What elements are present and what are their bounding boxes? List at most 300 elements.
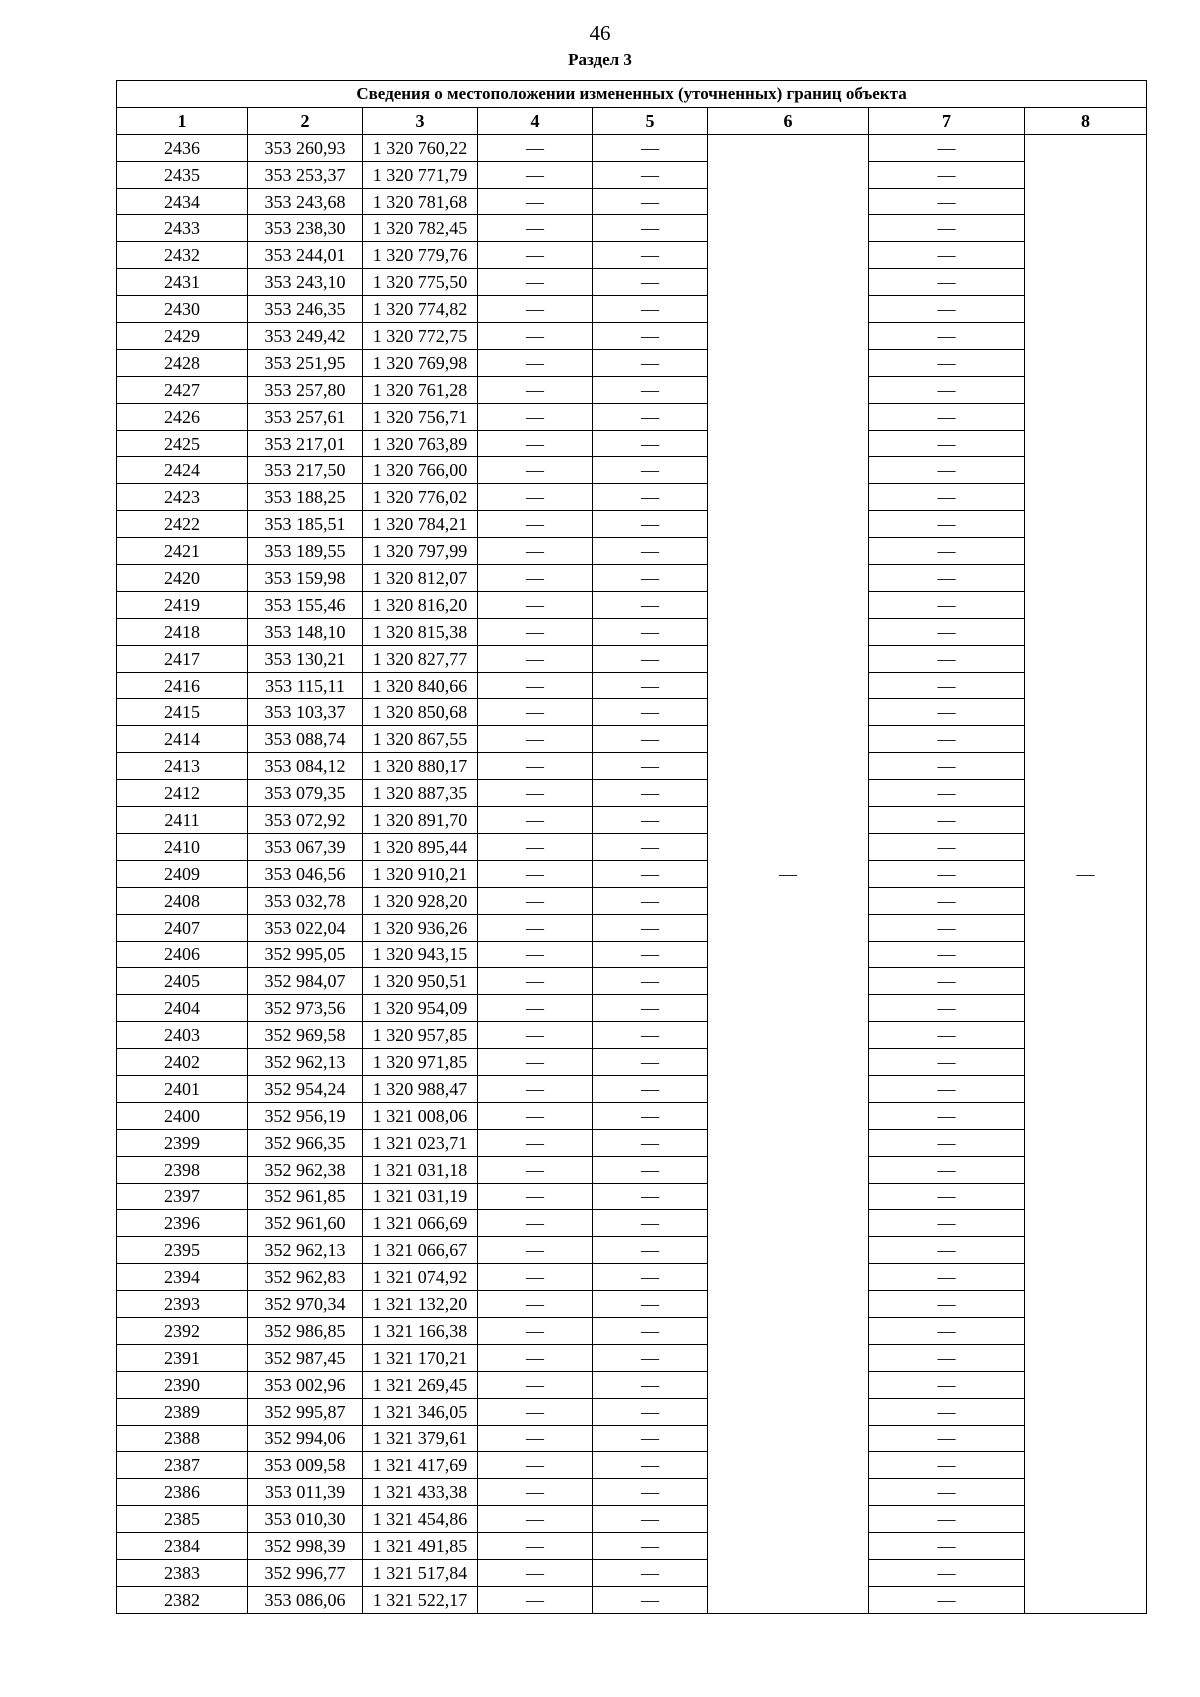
col5-cell: — <box>593 1371 708 1398</box>
col5-cell: — <box>593 699 708 726</box>
col4-cell: — <box>478 941 593 968</box>
col4-cell: — <box>478 269 593 296</box>
x-coordinate-cell: 353 009,58 <box>248 1452 363 1479</box>
y-coordinate-cell: 1 320 895,44 <box>363 833 478 860</box>
y-coordinate-cell: 1 321 491,85 <box>363 1533 478 1560</box>
column-header: 5 <box>593 107 708 134</box>
col4-cell: — <box>478 591 593 618</box>
col7-cell: — <box>869 941 1025 968</box>
x-coordinate-cell: 353 130,21 <box>248 645 363 672</box>
point-number-cell: 2423 <box>117 484 248 511</box>
table-row <box>117 914 1147 941</box>
col5-cell: — <box>593 672 708 699</box>
x-coordinate-cell: 353 189,55 <box>248 538 363 565</box>
col4-cell: — <box>478 188 593 215</box>
col4-cell: — <box>478 672 593 699</box>
col5-cell: — <box>593 618 708 645</box>
col4-cell: — <box>478 1210 593 1237</box>
col4-cell: — <box>478 1533 593 1560</box>
x-coordinate-cell: 353 244,01 <box>248 242 363 269</box>
col7-cell: — <box>869 376 1025 403</box>
table-row <box>117 161 1147 188</box>
y-coordinate-cell: 1 320 784,21 <box>363 511 478 538</box>
col7-cell: — <box>869 645 1025 672</box>
x-coordinate-cell: 353 011,39 <box>248 1479 363 1506</box>
point-number-cell: 2424 <box>117 457 248 484</box>
col5-cell: — <box>593 807 708 834</box>
table-row <box>117 1075 1147 1102</box>
col7-cell: — <box>869 538 1025 565</box>
col4-cell: — <box>478 995 593 1022</box>
col7-cell: — <box>869 995 1025 1022</box>
table-row <box>117 807 1147 834</box>
point-number-cell: 2383 <box>117 1559 248 1586</box>
col7-cell: — <box>869 1291 1025 1318</box>
col7-cell: — <box>869 1183 1025 1210</box>
col4-cell: — <box>478 860 593 887</box>
table-row <box>117 726 1147 753</box>
y-coordinate-cell: 1 320 887,35 <box>363 780 478 807</box>
table-row <box>117 1398 1147 1425</box>
x-coordinate-cell: 353 243,68 <box>248 188 363 215</box>
x-coordinate-cell: 353 010,30 <box>248 1506 363 1533</box>
table-row <box>117 1586 1147 1613</box>
table-row <box>117 1129 1147 1156</box>
x-coordinate-cell: 353 249,42 <box>248 323 363 350</box>
point-number-cell: 2392 <box>117 1317 248 1344</box>
col4-cell: — <box>478 1479 593 1506</box>
column-header: 2 <box>248 107 363 134</box>
column-header: 4 <box>478 107 593 134</box>
y-coordinate-cell: 1 320 782,45 <box>363 215 478 242</box>
col4-cell: — <box>478 215 593 242</box>
col7-cell: — <box>869 296 1025 323</box>
table-row <box>117 860 1147 887</box>
point-number-cell: 2418 <box>117 618 248 645</box>
y-coordinate-cell: 1 321 166,38 <box>363 1317 478 1344</box>
table-row <box>117 484 1147 511</box>
table-row <box>117 699 1147 726</box>
x-coordinate-cell: 353 243,10 <box>248 269 363 296</box>
table-row <box>117 780 1147 807</box>
col7-cell: — <box>869 1237 1025 1264</box>
table-row <box>117 1371 1147 1398</box>
table-row <box>117 1291 1147 1318</box>
table-row <box>117 1452 1147 1479</box>
col4-cell: — <box>478 618 593 645</box>
table-row <box>117 833 1147 860</box>
col7-cell: — <box>869 1344 1025 1371</box>
x-coordinate-cell: 352 961,60 <box>248 1210 363 1237</box>
y-coordinate-cell: 1 321 269,45 <box>363 1371 478 1398</box>
point-number-cell: 2429 <box>117 323 248 350</box>
y-coordinate-cell: 1 320 936,26 <box>363 914 478 941</box>
col7-cell: — <box>869 188 1025 215</box>
table-row <box>117 188 1147 215</box>
table-row <box>117 376 1147 403</box>
point-number-cell: 2388 <box>117 1425 248 1452</box>
y-coordinate-cell: 1 321 031,18 <box>363 1156 478 1183</box>
col5-cell: — <box>593 1075 708 1102</box>
col4-cell: — <box>478 1075 593 1102</box>
table-row <box>117 672 1147 699</box>
col5-cell: — <box>593 403 708 430</box>
point-number-cell: 2394 <box>117 1264 248 1291</box>
col5-cell: — <box>593 914 708 941</box>
col4-cell: — <box>478 833 593 860</box>
point-number-cell: 2416 <box>117 672 248 699</box>
y-coordinate-cell: 1 320 781,68 <box>363 188 478 215</box>
col4-cell: — <box>478 1371 593 1398</box>
col4-cell: — <box>478 914 593 941</box>
y-coordinate-cell: 1 320 760,22 <box>363 134 478 161</box>
point-number-cell: 2434 <box>117 188 248 215</box>
col4-cell: — <box>478 1317 593 1344</box>
y-coordinate-cell: 1 320 943,15 <box>363 941 478 968</box>
point-number-cell: 2382 <box>117 1586 248 1613</box>
y-coordinate-cell: 1 320 771,79 <box>363 161 478 188</box>
x-coordinate-cell: 353 084,12 <box>248 753 363 780</box>
col5-cell: — <box>593 995 708 1022</box>
col5-cell: — <box>593 323 708 350</box>
table-row <box>117 1237 1147 1264</box>
table-row <box>117 1264 1147 1291</box>
col7-cell: — <box>869 1533 1025 1560</box>
y-coordinate-cell: 1 320 779,76 <box>363 242 478 269</box>
y-coordinate-cell: 1 320 954,09 <box>363 995 478 1022</box>
y-coordinate-cell: 1 321 517,84 <box>363 1559 478 1586</box>
x-coordinate-cell: 353 257,80 <box>248 376 363 403</box>
x-coordinate-cell: 353 217,01 <box>248 430 363 457</box>
col7-cell: — <box>869 887 1025 914</box>
point-number-cell: 2404 <box>117 995 248 1022</box>
table-row <box>117 1022 1147 1049</box>
table-row <box>117 1183 1147 1210</box>
col5-cell: — <box>593 538 708 565</box>
table-caption: Сведения о местоположении измененных (уточненных) границ объекта <box>117 81 1147 108</box>
col4-cell: — <box>478 349 593 376</box>
point-number-cell: 2421 <box>117 538 248 565</box>
x-coordinate-cell: 352 966,35 <box>248 1129 363 1156</box>
col4-cell: — <box>478 161 593 188</box>
col7-cell: — <box>869 215 1025 242</box>
table-caption-row <box>117 81 1147 108</box>
x-coordinate-cell: 353 103,37 <box>248 699 363 726</box>
col4-cell: — <box>478 1291 593 1318</box>
col7-cell: — <box>869 134 1025 161</box>
table-row <box>117 1102 1147 1129</box>
col4-cell: — <box>478 1344 593 1371</box>
col7-cell: — <box>869 833 1025 860</box>
table-row <box>117 296 1147 323</box>
table-row <box>117 134 1147 161</box>
col4-cell: — <box>478 1398 593 1425</box>
table-row <box>117 430 1147 457</box>
table-row <box>117 1479 1147 1506</box>
col4-cell: — <box>478 538 593 565</box>
y-coordinate-cell: 1 320 950,51 <box>363 968 478 995</box>
table-row <box>117 1425 1147 1452</box>
x-coordinate-cell: 353 088,74 <box>248 726 363 753</box>
point-number-cell: 2411 <box>117 807 248 834</box>
table-row <box>117 215 1147 242</box>
col7-cell: — <box>869 1398 1025 1425</box>
point-number-cell: 2407 <box>117 914 248 941</box>
col7-cell: — <box>869 1264 1025 1291</box>
table-row <box>117 403 1147 430</box>
col5-cell: — <box>593 1237 708 1264</box>
table-row <box>117 457 1147 484</box>
col5-cell: — <box>593 188 708 215</box>
col5-cell: — <box>593 1022 708 1049</box>
col4-cell: — <box>478 1237 593 1264</box>
coordinates-table <box>116 80 1147 1614</box>
col7-cell: — <box>869 1210 1025 1237</box>
y-coordinate-cell: 1 320 761,28 <box>363 376 478 403</box>
x-coordinate-cell: 352 962,38 <box>248 1156 363 1183</box>
x-coordinate-cell: 353 148,10 <box>248 618 363 645</box>
x-coordinate-cell: 352 962,13 <box>248 1237 363 1264</box>
y-coordinate-cell: 1 320 774,82 <box>363 296 478 323</box>
x-coordinate-cell: 353 072,92 <box>248 807 363 834</box>
point-number-cell: 2395 <box>117 1237 248 1264</box>
point-number-cell: 2396 <box>117 1210 248 1237</box>
table-row <box>117 1533 1147 1560</box>
point-number-cell: 2412 <box>117 780 248 807</box>
y-coordinate-cell: 1 320 815,38 <box>363 618 478 645</box>
x-coordinate-cell: 352 973,56 <box>248 995 363 1022</box>
y-coordinate-cell: 1 320 988,47 <box>363 1075 478 1102</box>
col5-cell: — <box>593 591 708 618</box>
col5-cell: — <box>593 1264 708 1291</box>
y-coordinate-cell: 1 320 928,20 <box>363 887 478 914</box>
point-number-cell: 2409 <box>117 860 248 887</box>
col7-cell: — <box>869 1102 1025 1129</box>
col5-cell: — <box>593 511 708 538</box>
col7-cell: — <box>869 511 1025 538</box>
x-coordinate-cell: 353 115,11 <box>248 672 363 699</box>
point-number-cell: 2422 <box>117 511 248 538</box>
col7-cell: — <box>869 269 1025 296</box>
col5-cell: — <box>593 565 708 592</box>
col5-cell: — <box>593 1210 708 1237</box>
col7-cell: — <box>869 242 1025 269</box>
col4-cell: — <box>478 1425 593 1452</box>
col5-cell: — <box>593 161 708 188</box>
point-number-cell: 2410 <box>117 833 248 860</box>
col5-cell: — <box>593 1317 708 1344</box>
x-coordinate-cell: 353 257,61 <box>248 403 363 430</box>
col4-cell: — <box>478 1129 593 1156</box>
y-coordinate-cell: 1 321 008,06 <box>363 1102 478 1129</box>
table-row <box>117 591 1147 618</box>
x-coordinate-cell: 353 079,35 <box>248 780 363 807</box>
y-coordinate-cell: 1 320 756,71 <box>363 403 478 430</box>
col7-cell: — <box>869 699 1025 726</box>
point-number-cell: 2402 <box>117 1049 248 1076</box>
table-row <box>117 1506 1147 1533</box>
point-number-cell: 2405 <box>117 968 248 995</box>
column-header-row <box>117 107 1147 134</box>
table-row <box>117 242 1147 269</box>
col7-cell: — <box>869 1479 1025 1506</box>
col4-cell: — <box>478 1586 593 1613</box>
col7-cell: — <box>869 672 1025 699</box>
col7-cell: — <box>869 968 1025 995</box>
col4-cell: — <box>478 484 593 511</box>
x-coordinate-cell: 353 260,93 <box>248 134 363 161</box>
table-row <box>117 511 1147 538</box>
col7-cell: — <box>869 565 1025 592</box>
col4-cell: — <box>478 134 593 161</box>
table-row <box>117 538 1147 565</box>
y-coordinate-cell: 1 320 957,85 <box>363 1022 478 1049</box>
y-coordinate-cell: 1 321 066,67 <box>363 1237 478 1264</box>
x-coordinate-cell: 353 185,51 <box>248 511 363 538</box>
col4-cell: — <box>478 403 593 430</box>
point-number-cell: 2417 <box>117 645 248 672</box>
col5-cell: — <box>593 941 708 968</box>
col7-cell: — <box>869 591 1025 618</box>
y-coordinate-cell: 1 320 797,99 <box>363 538 478 565</box>
col4-cell: — <box>478 565 593 592</box>
col7-cell: — <box>869 1049 1025 1076</box>
col5-cell: — <box>593 753 708 780</box>
col4-cell: — <box>478 645 593 672</box>
table-row <box>117 1049 1147 1076</box>
x-coordinate-cell: 352 962,13 <box>248 1049 363 1076</box>
point-number-cell: 2390 <box>117 1371 248 1398</box>
col7-cell: — <box>869 403 1025 430</box>
point-number-cell: 2384 <box>117 1533 248 1560</box>
y-coordinate-cell: 1 321 522,17 <box>363 1586 478 1613</box>
y-coordinate-cell: 1 321 031,19 <box>363 1183 478 1210</box>
col5-cell: — <box>593 430 708 457</box>
table-row <box>117 995 1147 1022</box>
point-number-cell: 2403 <box>117 1022 248 1049</box>
col5-cell: — <box>593 726 708 753</box>
col4-cell: — <box>478 1559 593 1586</box>
col4-cell: — <box>478 376 593 403</box>
point-number-cell: 2399 <box>117 1129 248 1156</box>
col7-cell: — <box>869 780 1025 807</box>
y-coordinate-cell: 1 320 827,77 <box>363 645 478 672</box>
col4-cell: — <box>478 1156 593 1183</box>
point-number-cell: 2432 <box>117 242 248 269</box>
column-header: 7 <box>869 107 1025 134</box>
col4-cell: — <box>478 968 593 995</box>
col4-cell: — <box>478 511 593 538</box>
col7-cell: — <box>869 457 1025 484</box>
col5-cell: — <box>593 215 708 242</box>
col5-cell: — <box>593 457 708 484</box>
table-row <box>117 1559 1147 1586</box>
y-coordinate-cell: 1 320 971,85 <box>363 1049 478 1076</box>
col7-cell: — <box>869 1156 1025 1183</box>
col7-cell: — <box>869 807 1025 834</box>
point-number-cell: 2435 <box>117 161 248 188</box>
y-coordinate-cell: 1 320 763,89 <box>363 430 478 457</box>
col4-cell: — <box>478 323 593 350</box>
col5-cell: — <box>593 1506 708 1533</box>
col5-cell: — <box>593 1398 708 1425</box>
y-coordinate-cell: 1 320 840,66 <box>363 672 478 699</box>
column-header: 3 <box>363 107 478 134</box>
col4-cell: — <box>478 1506 593 1533</box>
y-coordinate-cell: 1 321 379,61 <box>363 1425 478 1452</box>
y-coordinate-cell: 1 320 775,50 <box>363 269 478 296</box>
y-coordinate-cell: 1 320 910,21 <box>363 860 478 887</box>
table-row <box>117 887 1147 914</box>
col4-cell: — <box>478 887 593 914</box>
col5-cell: — <box>593 242 708 269</box>
column-header: 8 <box>1025 107 1147 134</box>
y-coordinate-cell: 1 320 891,70 <box>363 807 478 834</box>
x-coordinate-cell: 352 995,05 <box>248 941 363 968</box>
x-coordinate-cell: 353 086,06 <box>248 1586 363 1613</box>
point-number-cell: 2415 <box>117 699 248 726</box>
point-number-cell: 2426 <box>117 403 248 430</box>
col5-cell: — <box>593 1479 708 1506</box>
x-coordinate-cell: 353 032,78 <box>248 887 363 914</box>
y-coordinate-cell: 1 320 816,20 <box>363 591 478 618</box>
col7-cell: — <box>869 1506 1025 1533</box>
col5-cell: — <box>593 1425 708 1452</box>
col4-cell: — <box>478 807 593 834</box>
col7-cell: — <box>869 1559 1025 1586</box>
y-coordinate-cell: 1 321 170,21 <box>363 1344 478 1371</box>
col5-cell: — <box>593 887 708 914</box>
y-coordinate-cell: 1 321 454,86 <box>363 1506 478 1533</box>
point-number-cell: 2428 <box>117 349 248 376</box>
point-number-cell: 2427 <box>117 376 248 403</box>
x-coordinate-cell: 353 155,46 <box>248 591 363 618</box>
y-coordinate-cell: 1 320 880,17 <box>363 753 478 780</box>
x-coordinate-cell: 353 002,96 <box>248 1371 363 1398</box>
y-coordinate-cell: 1 321 346,05 <box>363 1398 478 1425</box>
col7-cell: — <box>869 1022 1025 1049</box>
table-row <box>117 565 1147 592</box>
y-coordinate-cell: 1 321 074,92 <box>363 1264 478 1291</box>
x-coordinate-cell: 352 961,85 <box>248 1183 363 1210</box>
col4-cell: — <box>478 780 593 807</box>
col5-cell: — <box>593 349 708 376</box>
col7-cell: — <box>869 1371 1025 1398</box>
col5-cell: — <box>593 269 708 296</box>
point-number-cell: 2398 <box>117 1156 248 1183</box>
col4-cell: — <box>478 726 593 753</box>
col4-cell: — <box>478 1264 593 1291</box>
col5-cell: — <box>593 296 708 323</box>
col5-cell: — <box>593 968 708 995</box>
table-row <box>117 968 1147 995</box>
x-coordinate-cell: 353 246,35 <box>248 296 363 323</box>
table-row <box>117 753 1147 780</box>
col5-cell: — <box>593 484 708 511</box>
point-number-cell: 2433 <box>117 215 248 242</box>
y-coordinate-cell: 1 321 417,69 <box>363 1452 478 1479</box>
page-number: 46 <box>589 21 611 45</box>
col7-cell: — <box>869 1075 1025 1102</box>
x-coordinate-cell: 352 969,58 <box>248 1022 363 1049</box>
col8-merged-cell: — <box>1025 134 1147 1613</box>
col5-cell: — <box>593 1344 708 1371</box>
y-coordinate-cell: 1 320 867,55 <box>363 726 478 753</box>
col5-cell: — <box>593 1183 708 1210</box>
x-coordinate-cell: 352 956,19 <box>248 1102 363 1129</box>
col4-cell: — <box>478 457 593 484</box>
col7-cell: — <box>869 161 1025 188</box>
